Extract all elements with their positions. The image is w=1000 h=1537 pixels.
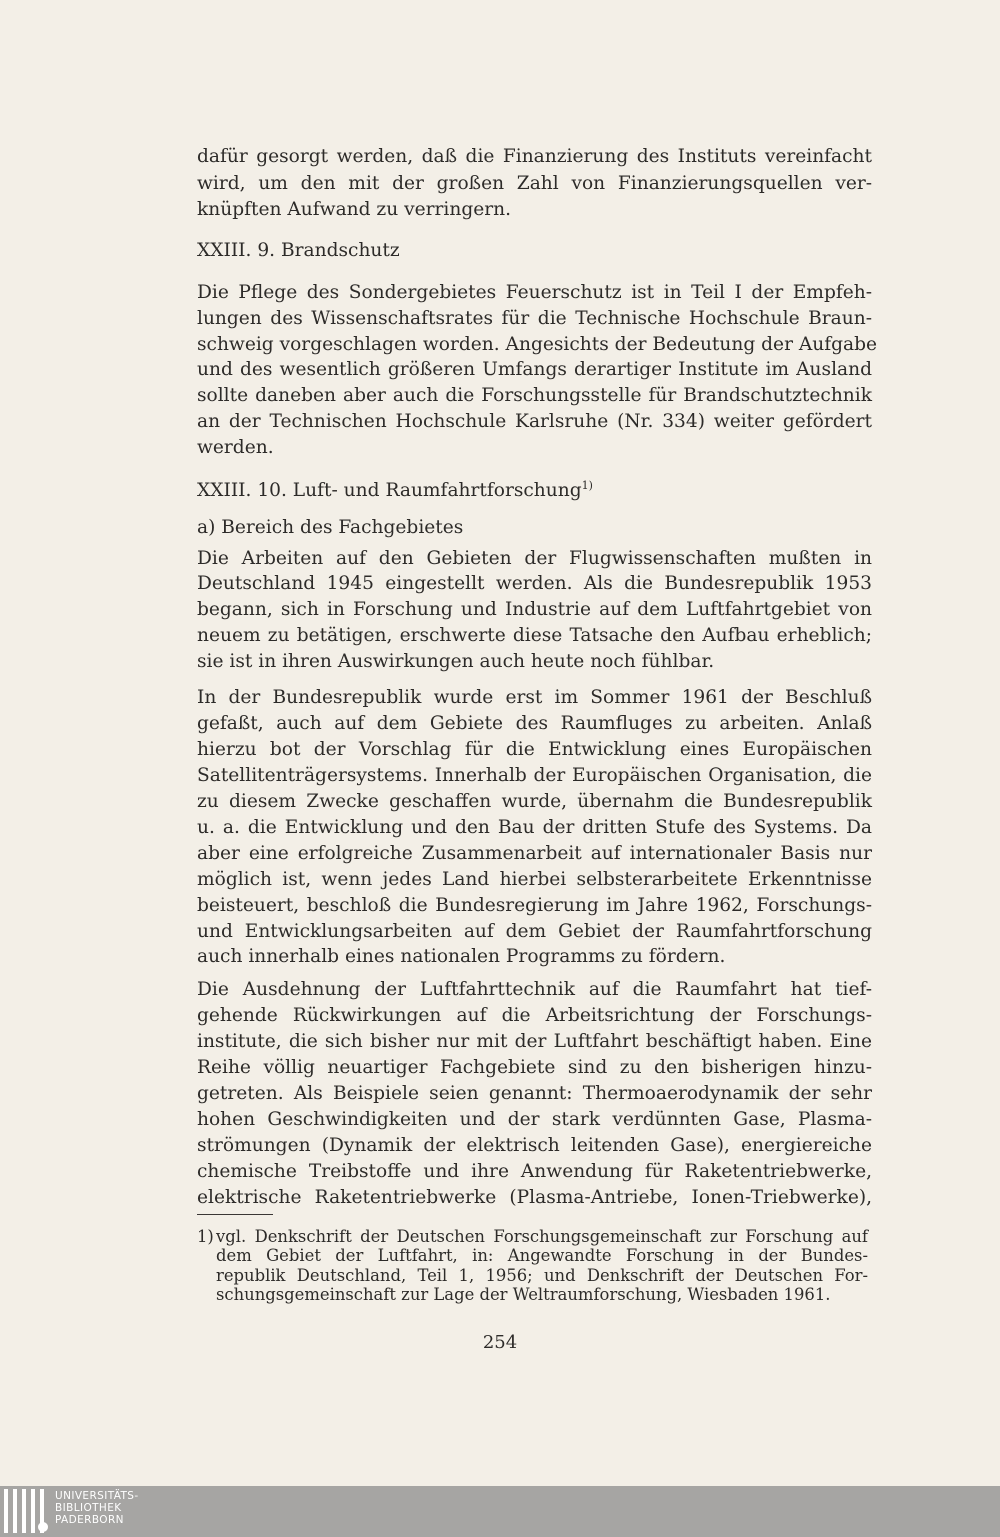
body-line: getreten. Als Beispiele seien genannt: Thermoaerodynamik der sehr [197, 1083, 872, 1104]
section-heading-luft-raumfahrt [197, 478, 593, 504]
body-line: hohen Geschwindigkeiten und der stark verdünnten Gase, Plasma- [197, 1109, 872, 1130]
footnote-marker: 1) [197, 1227, 214, 1246]
footnote-line: vgl. Denkschrift der Deutschen Forschungsgemeinschaft zur Forschung auf [216, 1227, 868, 1246]
logo-line: UNIVERSITÄTS- [55, 1490, 139, 1502]
body-line: Die Ausdehnung der Luftfahrttechnik auf die Raumfahrt hat tief- [197, 979, 872, 1000]
section-heading-brandschutz: XXIII. 9. Brandschutz [197, 240, 400, 261]
body-line: Die Arbeiten auf den Gebieten der Flugwissenschaften mußten in [197, 548, 872, 569]
body-line: Satellitenträgersystems. Innerhalb der Europäischen Organisation, die [197, 765, 872, 786]
body-line: gehende Rückwirkungen auf die Arbeitsrichtung der Forschungs- [197, 1005, 872, 1026]
body-line: hierzu bot der Vorschlag für die Entwicklung eines Europäischen [197, 739, 872, 760]
footnote-line: republik Deutschland, Teil 1, 1956; und Denkschrift der Deutschen For- [216, 1266, 868, 1285]
body-line: und des wesentlich größeren Umfangs derartiger Institute im Ausland [197, 359, 872, 380]
logo-dot-icon [38, 1522, 48, 1532]
body-line: begann, sich in Forschung und Industrie auf dem Luftfahrtgebiet von [197, 599, 872, 620]
logo-line: BIBLIOTHEK [55, 1502, 122, 1514]
body-line: In der Bundesrepublik wurde erst im Sommer 1961 der Beschluß [197, 687, 872, 708]
footnote-ref: 1) [581, 479, 593, 492]
body-line: Deutschland 1945 eingestellt werden. Als die Bundesrepublik 1953 [197, 573, 872, 594]
body-line: auch innerhalb eines nationalen Programms zu fördern. [197, 946, 726, 967]
library-logo-text [55, 1490, 139, 1526]
body-line: werden. [197, 437, 274, 458]
body-line: institute, die sich bisher nur mit der Luftfahrt beschäftigt haben. Eine [197, 1031, 872, 1052]
heading-text: XXIII. 10. Luft- und Raumfahrtforschung [197, 480, 582, 501]
body-line: sollte daneben aber auch die Forschungsstelle für Brandschutztechnik [197, 385, 872, 406]
body-line: elektrische Raketentriebwerke (Plasma-Antriebe, Ionen-Triebwerke), [197, 1187, 872, 1208]
body-line: neuem zu betätigen, erschwerte diese Tatsache den Aufbau erheblich; [197, 625, 872, 646]
body-line: aber eine erfolgreiche Zusammenarbeit auf internationaler Basis nur [197, 843, 872, 864]
body-line: und Entwicklungsarbeiten auf dem Gebiet der Raumfahrtforschung [197, 921, 872, 942]
footnote-line: dem Gebiet der Luftfahrt, in: Angewandte Forschung in der Bundes- [216, 1246, 868, 1265]
footnote-rule [197, 1214, 273, 1215]
body-line: Die Pflege des Sondergebietes Feuerschutz ist in Teil I der Empfeh- [197, 282, 872, 303]
body-line: wird, um den mit der großen Zahl von Finanzierungsquellen ver- [197, 173, 872, 194]
body-line: möglich ist, wenn jedes Land hierbei selbsterarbeitete Erkenntnisse [197, 869, 872, 890]
body-line: schweig vorgeschlagen worden. Angesichts der Bedeutung der Aufgabe [197, 334, 878, 355]
body-line: an der Technischen Hochschule Karlsruhe (Nr. 334) weiter gefördert [197, 411, 872, 432]
body-line: Reihe völlig neuartiger Fachgebiete sind zu den bisherigen hinzu- [197, 1057, 872, 1078]
body-line: knüpften Aufwand zu verringern. [197, 199, 512, 220]
body-line: beisteuert, beschloß die Bundesregierung im Jahre 1962, Forschungs- [197, 895, 872, 916]
body-line: gefaßt, auch auf dem Gebiete des Raumfluges zu arbeiten. Anlaß [197, 713, 872, 734]
body-line: u. a. die Entwicklung und den Bau der dritten Stufe des Systems. Da [197, 817, 872, 838]
body-line: sie ist in ihren Auswirkungen auch heute noch fühlbar. [197, 651, 715, 672]
body-line: dafür gesorgt werden, daß die Finanzierung des Instituts vereinfacht [197, 146, 872, 167]
body-line: strömungen (Dynamik der elektrisch leitenden Gase), energiereiche [197, 1135, 872, 1156]
subheading: a) Bereich des Fachgebietes [197, 517, 464, 538]
body-line: chemische Treibstoffe und ihre Anwendung für Raketentriebwerke, [197, 1161, 872, 1182]
page-number: 254 [482, 1332, 518, 1353]
logo-line: PADERBORN [55, 1514, 124, 1526]
body-line: lungen des Wissenschaftsrates für die Technische Hochschule Braun- [197, 308, 872, 329]
body-line: zu diesem Zwecke geschaffen wurde, übernahm die Bundesrepublik [197, 791, 872, 812]
footnote-line: schungsgemeinschaft zur Lage der Weltraumforschung, Wiesbaden 1961. [216, 1285, 831, 1304]
library-footer-bar [0, 1486, 1000, 1537]
